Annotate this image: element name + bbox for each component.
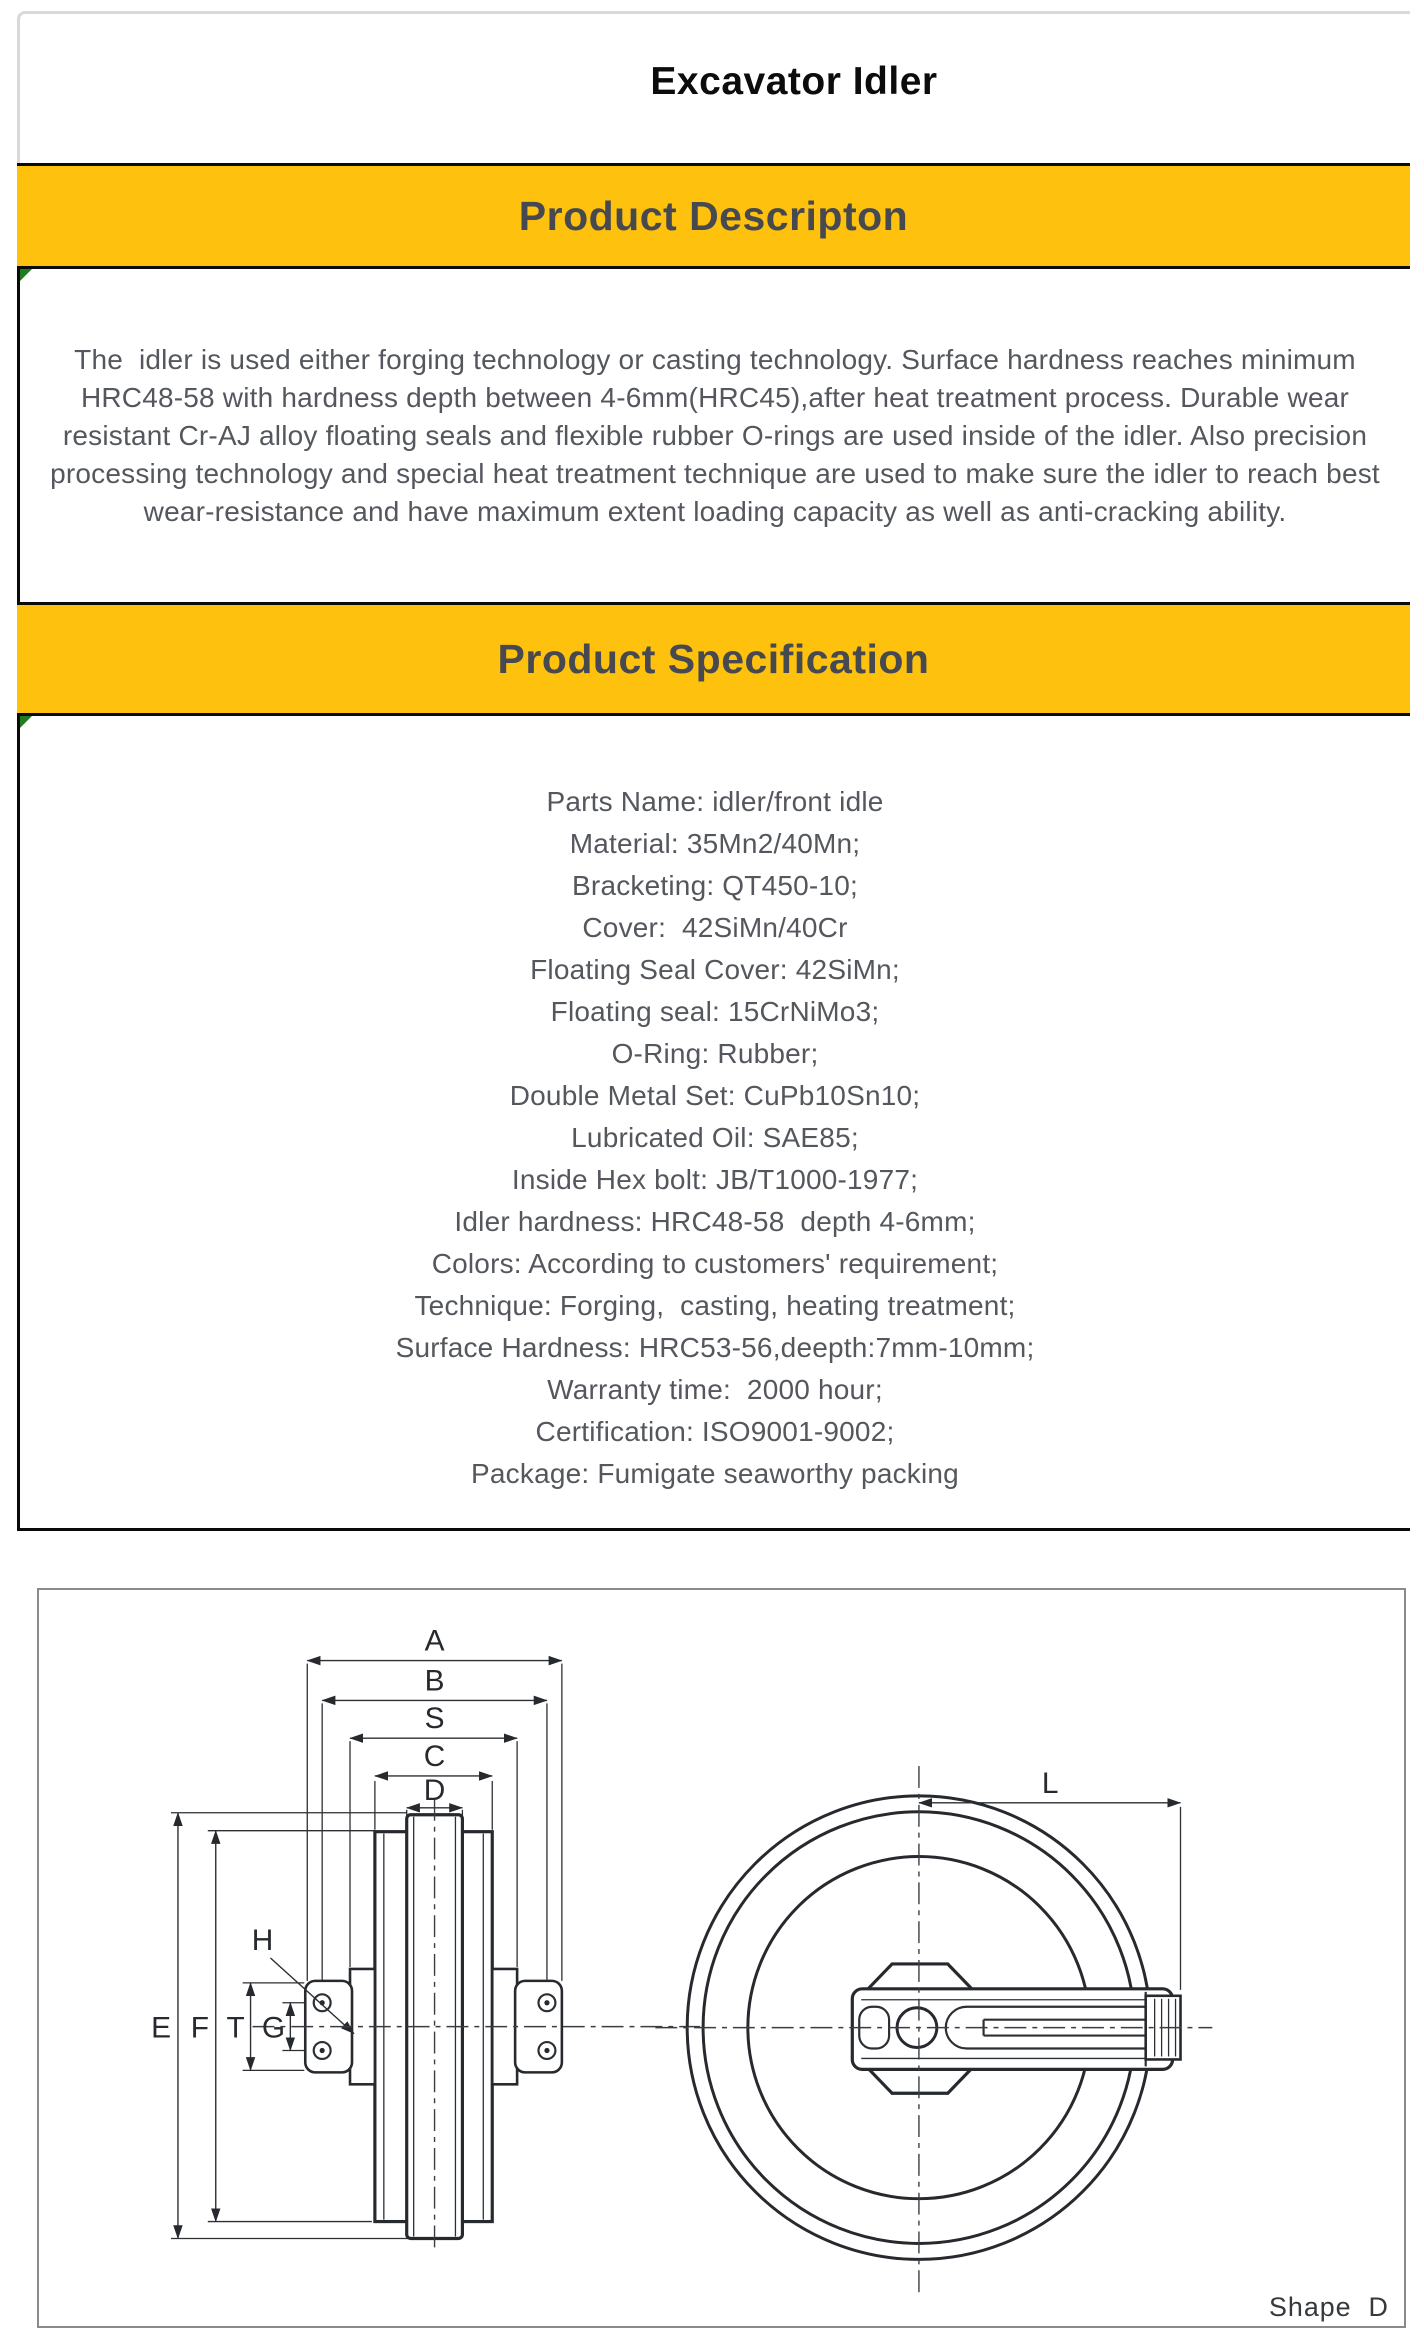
spec-line: Warranty time: 2000 hour; [547, 1374, 883, 1405]
spec-line: Surface Hardness: HRC53-56,deepth:7mm-10mm; [395, 1332, 1035, 1363]
dim-label-H: H [251, 1924, 274, 1958]
dim-label-A: A [424, 1624, 445, 1658]
spec-line: Cover: 42SiMn/40Cr [582, 912, 848, 943]
spec-line: Idler hardness: HRC48-58 depth 4-6mm; [454, 1206, 976, 1237]
specification-header-label: Product Specification [497, 635, 930, 682]
technical-drawing [37, 1588, 1406, 2328]
description-line: resistant Cr-AJ alloy floating seals and flexible rubber O-rings are used inside of the idler. Also precision [62, 419, 1368, 451]
dim-label-E: E [151, 2011, 171, 2045]
shape-caption: Shape D [1269, 2292, 1389, 2323]
spec-line: Certification: ISO9001-9002; [535, 1416, 895, 1447]
section-header-specification [17, 602, 1410, 716]
spec-line: Material: 35Mn2/40Mn; [569, 828, 861, 859]
description-line: The idler is used either forging technology or casting technology. Surface hardness reaches minimum [74, 343, 1356, 375]
description-line: processing technology and special heat treatment technique are used to make sure the idler to reach best [50, 457, 1380, 489]
spec-line: Colors: According to customers' requirement; [431, 1248, 999, 1279]
dim-label-D: D [423, 1773, 446, 1807]
spec-line: Floating seal: 15CrNiMo3; [550, 996, 880, 1027]
front-view [655, 1766, 1212, 2298]
description-section [17, 269, 1410, 602]
spec-line: Technique: Forging, casting, heating treatment; [414, 1290, 1016, 1321]
dim-label-G: G [261, 2011, 286, 2045]
dim-label-C: C [423, 1740, 446, 1774]
dim-label-B: B [424, 1664, 445, 1698]
title-box [17, 11, 1410, 163]
section-header-description [17, 163, 1410, 269]
spec-line: O-Ring: Rubber; [611, 1038, 819, 1069]
description-line: wear-resistance and have maximum extent loading capacity as well as anti-cracking ability. [143, 495, 1287, 527]
spec-line: Package: Fumigate seaworthy packing [471, 1458, 959, 1489]
cross-section-view [151, 1625, 700, 2251]
spec-line: Inside Hex bolt: JB/T1000-1977; [511, 1164, 919, 1195]
dim-label-F: F [190, 2011, 209, 2045]
spec-line: Double Metal Set: CuPb10Sn10; [509, 1080, 921, 1111]
dim-label-T: T [226, 2011, 245, 2045]
spec-line: Parts Name: idler/front idle [546, 786, 884, 817]
specification-section [17, 716, 1410, 1531]
description-line: HRC48-58 with hardness depth between 4-6mm(HRC45),after heat treatment process. Durable wear [80, 381, 1350, 413]
spec-line: Floating Seal Cover: 42SiMn; [530, 954, 900, 985]
idler-dimension-drawing [39, 1590, 1404, 2326]
page-title: Excavator Idler [650, 60, 938, 103]
description-header-label: Product Descripton [518, 192, 909, 239]
dim-label-L: L [1041, 1766, 1059, 1800]
spec-line: Lubricated Oil: SAE85; [571, 1122, 859, 1153]
spec-line: Bracketing: QT450-10; [572, 870, 858, 901]
dim-label-S: S [424, 1702, 445, 1736]
